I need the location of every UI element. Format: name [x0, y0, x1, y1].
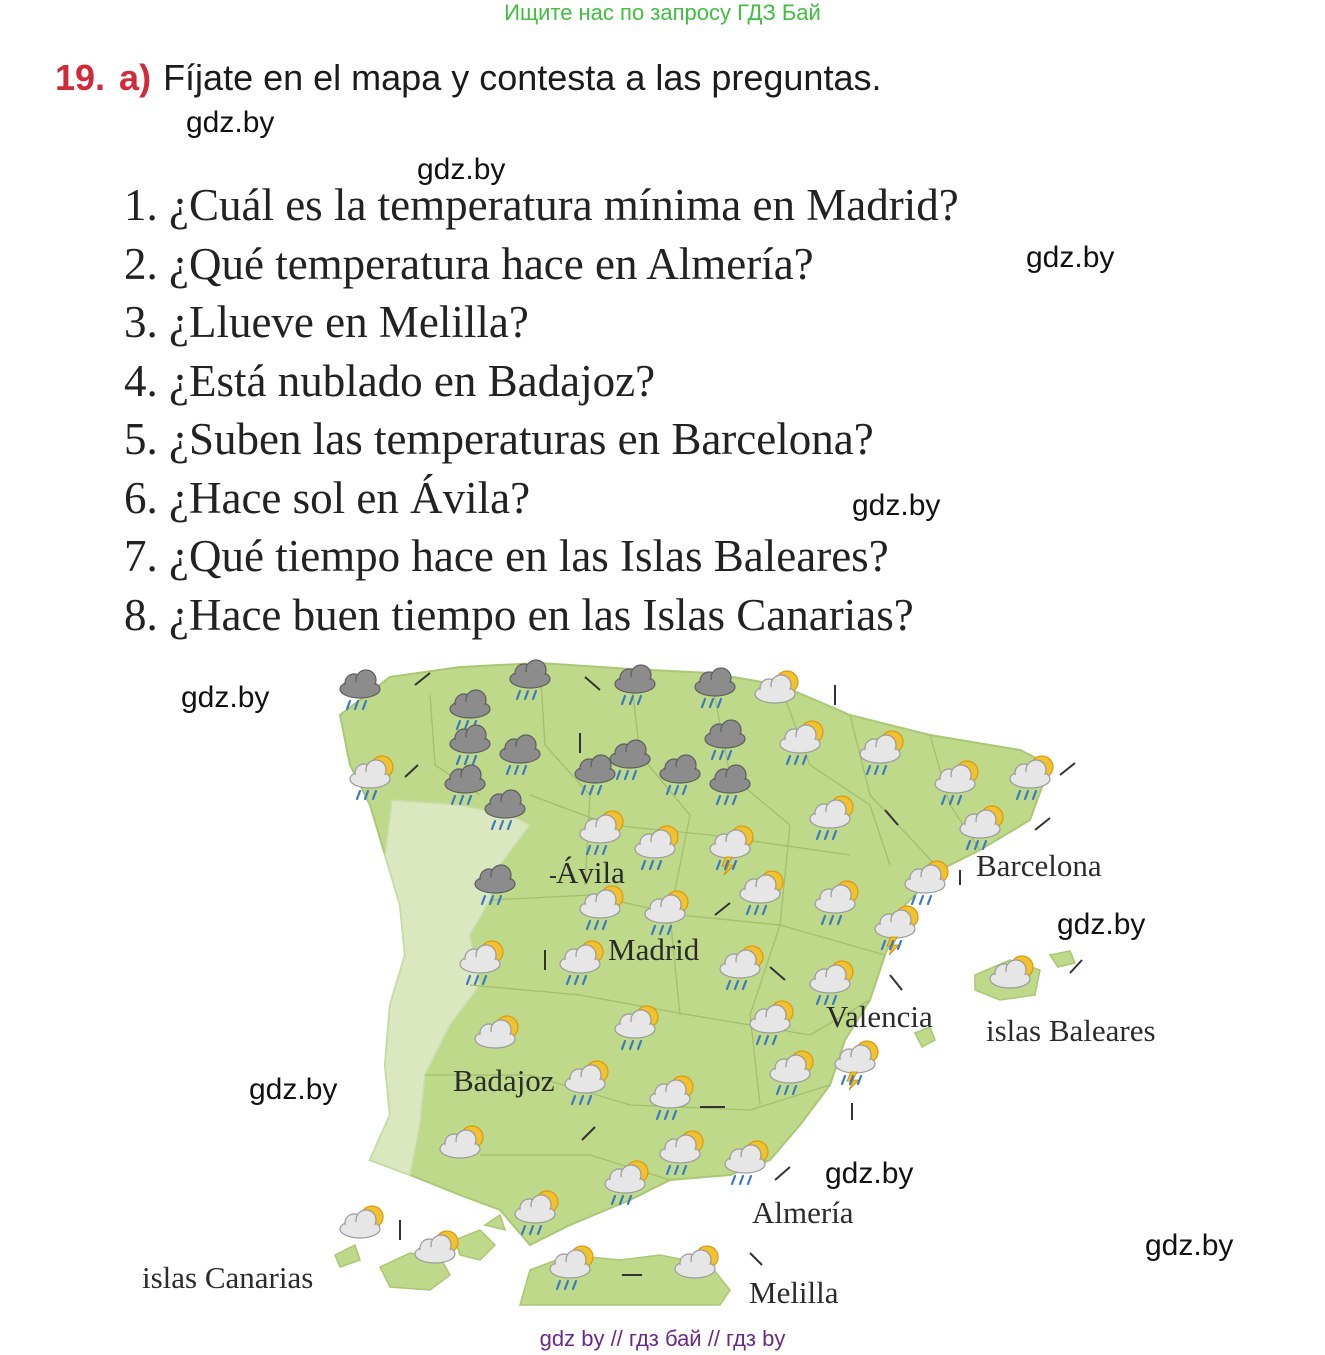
watermark-text: gdz.by [181, 681, 270, 714]
city-label-melilla: Melilla [749, 1275, 839, 1310]
watermark-text: gdz.by [852, 489, 941, 522]
city-label-badajoz: Badajoz [453, 1063, 555, 1098]
exercise-part: a) [119, 57, 152, 98]
sun-cloud-icon [675, 1246, 718, 1278]
question-item: 4. ¿Está nublado en Badajoz? [124, 355, 656, 406]
question-item: 3. ¿Llueve en Melilla? [124, 297, 529, 347]
watermark-text: gdz.by [249, 1073, 338, 1106]
watermark-text: gdz.by [1145, 1229, 1234, 1262]
question-item: 7. ¿Qué tiempo hace en las Islas Baleares? [124, 531, 889, 581]
search-hint-link[interactable]: Ищите нас по запросу ГДЗ Бай [504, 0, 821, 25]
sun-cloud-icon [415, 1231, 458, 1263]
watermark-text: gdz.by [825, 1157, 914, 1190]
exercise-instruction: Fíjate en el mapa y contesta a las preguntas. [163, 57, 882, 98]
question-item: 6. ¿Hace sol en Ávila? [124, 472, 531, 523]
exercise-number: 19. [55, 57, 106, 98]
exercise-heading [55, 54, 881, 102]
city-label-baleares: islas Baleares [986, 1013, 1156, 1048]
sun-cloud-icon [340, 1206, 383, 1238]
city-label-almeria: Almería [752, 1195, 854, 1230]
wind-arrow-icon [775, 1167, 790, 1180]
question-item: 8. ¿Hace buen tiempo en las Islas Canarias? [124, 589, 914, 640]
watermark-text: gdz.by [417, 153, 506, 186]
city-label-barcelona: Barcelona [976, 848, 1102, 883]
watermark-text: gdz.by [186, 106, 275, 139]
city-label-madrid: Madrid [608, 932, 700, 967]
wind-arrow-icon [890, 975, 902, 990]
question-list [124, 176, 959, 644]
question-item: 5. ¿Suben las temperaturas en Barcelona? [124, 414, 874, 464]
wind-arrow-icon [1035, 818, 1050, 830]
wind-arrow-icon [750, 1253, 762, 1265]
watermark-text: gdz.by [1026, 241, 1115, 274]
question-item: 1. ¿Cuál es la temperatura mínima en Madrid? [124, 180, 959, 230]
city-label-valencia: Valencia [826, 999, 933, 1034]
sun-cloud-icon [990, 956, 1033, 988]
city-label-avila: Ávila [556, 855, 625, 890]
footer-links[interactable]: gdz by // гдз бай // гдз by [539, 1326, 786, 1351]
city-label-canarias: islas Canarias [142, 1260, 314, 1295]
sun-cloud-icon [755, 671, 798, 703]
watermark-text: gdz.by [1057, 908, 1146, 941]
wind-arrow-icon [1060, 763, 1075, 775]
question-item: 2. ¿Qué temperatura hace en Almería? [124, 238, 814, 289]
